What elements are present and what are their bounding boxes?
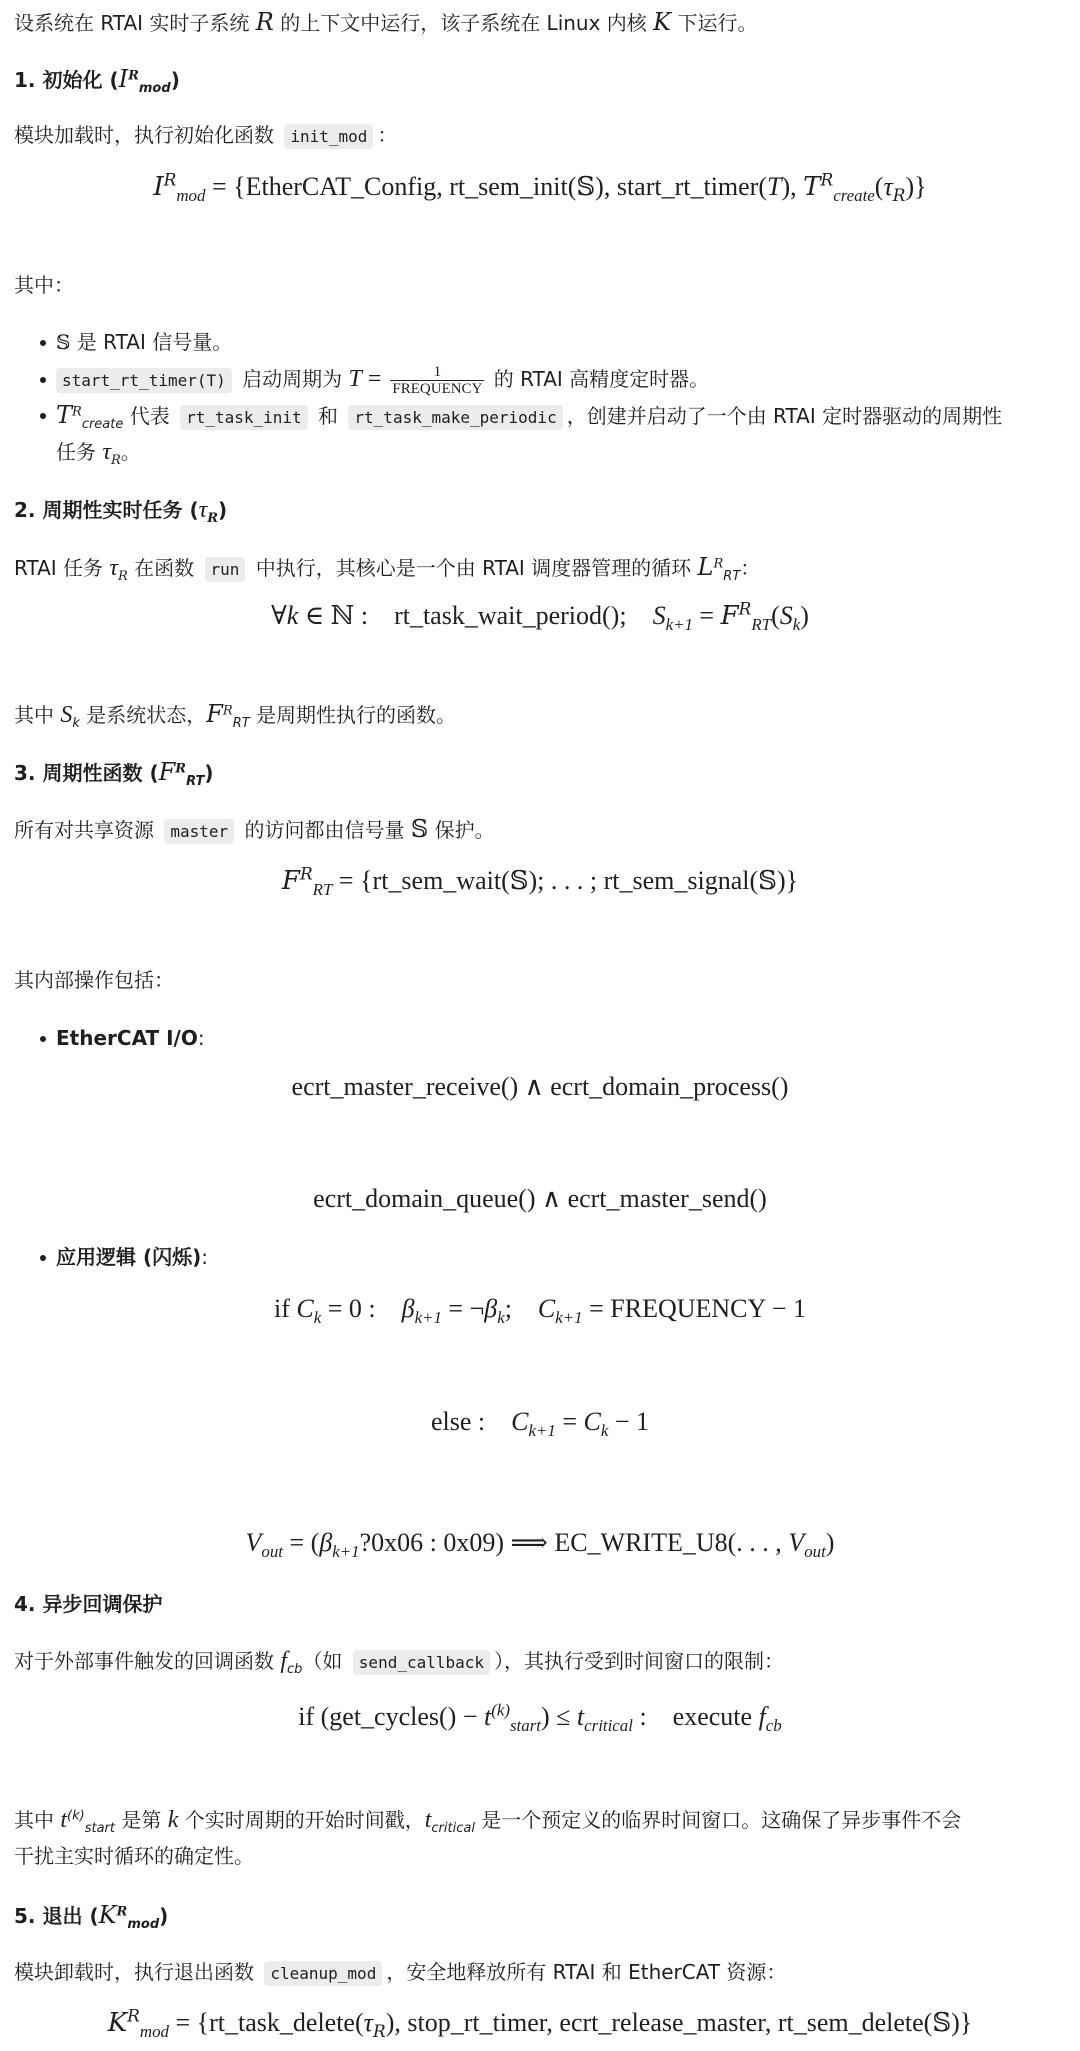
io-equation-2: ecrt_domain_queue() ∧ ecrt_master_send() (313, 1184, 767, 1213)
logic-equation-if: if $C_k = 0$ : $\beta_{k+1}$ = $\neg\beta_k$; $C_{k+1}$ = FREQUENCY − 1 (273, 1294, 807, 1328)
code-send-callback: send_callback (353, 1650, 490, 1675)
code-run: run (205, 557, 246, 582)
code-rt-task-init: rt_task_init (180, 405, 308, 430)
section-2-heading: 2. 周期性实时任务 $(\tau_R)$ (14, 497, 228, 526)
bullet-dot (40, 1036, 46, 1042)
section-1-intro: 模块加载时，执行初始化函数 init_mod ： (14, 123, 398, 147)
loop-equation: ∀k ∈ ℕ : rt_task_wait_period(); $S_{k+1} = F^R_{RT}(S_k)$ (271, 598, 809, 635)
bullet-timer: start_rt_timer(T) 启动周期为 T = $\frac{1}{\text{FREQUENCY}}$ 的 RTAI 高精度定时器。 (56, 361, 1066, 399)
section-2-intro: RTAI 任务 $\tau_R$ 在函数 run 中执行，其核心是一个由 RTAI 调度器管理的循环 $L^R_{RT}$： (14, 553, 761, 584)
bullet-dot (40, 377, 46, 383)
init-equation: $I^R_{mod}$ = {EtherCAT_Config, rt_sem_init(𝕊), start_rt_timer(T), $T^R_{create}(\tau_R)$} (153, 169, 927, 206)
section-5-heading: 5. 退出 $(K^R_{mod})$ (14, 1901, 169, 1932)
code-master: master (164, 819, 234, 844)
where-label: 其中： (14, 273, 74, 297)
section-4-after-cont: 干扰主实时循环的确定性。 (14, 1844, 254, 1868)
bullet-dot (40, 413, 46, 419)
section-4-after: 其中 $t^{(k)}_{start}$ 是第 k 个实时周期的开始时间戳，$t_{critical}$ 是一个预定义的临界时间窗口。这确保了异步事件不会 (14, 1807, 962, 1836)
section-1-heading: 1. 初始化 $(I^R_{mod})$ (14, 65, 180, 96)
section-3-heading: 3. 周期性函数 $(F^R_{RT})$ (14, 758, 214, 789)
logic-equation-else: else : $C_{k+1} = C_k - 1$ (430, 1407, 650, 1441)
section-4-heading: 4. 异步回调保护 (14, 1592, 163, 1616)
vout-equation: $V_{out}$ = ($\beta_{k+1}?0x06$ : 0x09) ⟹ EC_WRITE_U8(. . . , $V_{out}$) (245, 1528, 835, 1562)
bullet-ethercat-io: EtherCAT I/O: (56, 1026, 205, 1050)
section-4-intro: 对于外部事件触发的回调函数 $f_{cb}$（如 send_callback ），其执行受到时间窗口的限制： (14, 1648, 785, 1677)
code-cleanup-mod: cleanup_mod (264, 1961, 382, 1986)
periodic-function-equation: $F^R_{RT}$ = {rt_sem_wait(𝕊); . . . ; rt_sem_signal(𝕊)} (281, 863, 799, 900)
bullet-app-logic: 应用逻辑 (闪烁): (56, 1245, 208, 1269)
bullet-semaphore: 𝕊 是 RTAI 信号量。 (56, 330, 233, 354)
callback-equation: if (get_cycles() − $t^{(k)}_{start}) \le t_{critical}$ : execute $f_{cb}$ (298, 1700, 782, 1736)
io-equation-1: ecrt_master_receive() ∧ ecrt_domain_process() (291, 1072, 789, 1101)
bullet-dot (40, 1255, 46, 1261)
code-start-rt-timer: start_rt_timer(T) (56, 368, 232, 393)
intro-paragraph: 设系统在 RTAI 实时子系统 R 的上下文中运行，该子系统在 Linux 内核 K 下运行。 (14, 8, 758, 36)
code-init-mod: init_mod (284, 124, 373, 149)
bullet-task-create: $T^R_{create}$ 代表 rt_task_init 和 rt_task_make_periodic ，创建并启动了一个由 RTAI 定时器驱动的周期性 (56, 401, 1003, 432)
exit-equation: $K^R_{mod}$ = {$rt\_task\_delete(\tau_R)$, stop_rt_timer, ecrt_release_master, rt_sem_delete(𝕊)} (107, 2005, 973, 2042)
bullet-dot (40, 340, 46, 346)
bullet-task-create-cont: 任务 $\tau_R$。 (56, 439, 141, 468)
section-2-after: 其中 $S_k$ 是系统状态，$F^R_{RT}$ 是周期性执行的函数。 (14, 700, 457, 731)
section-5-intro: 模块卸载时，执行退出函数 cleanup_mod ，安全地释放所有 RTAI 和 EtherCAT 资源： (14, 1960, 787, 1984)
ops-label: 其内部操作包括： (14, 968, 174, 992)
code-rt-task-make-periodic: rt_task_make_periodic (348, 405, 562, 430)
section-3-intro: 所有对共享资源 master 的访问都由信号量 𝕊 保护。 (14, 815, 495, 843)
